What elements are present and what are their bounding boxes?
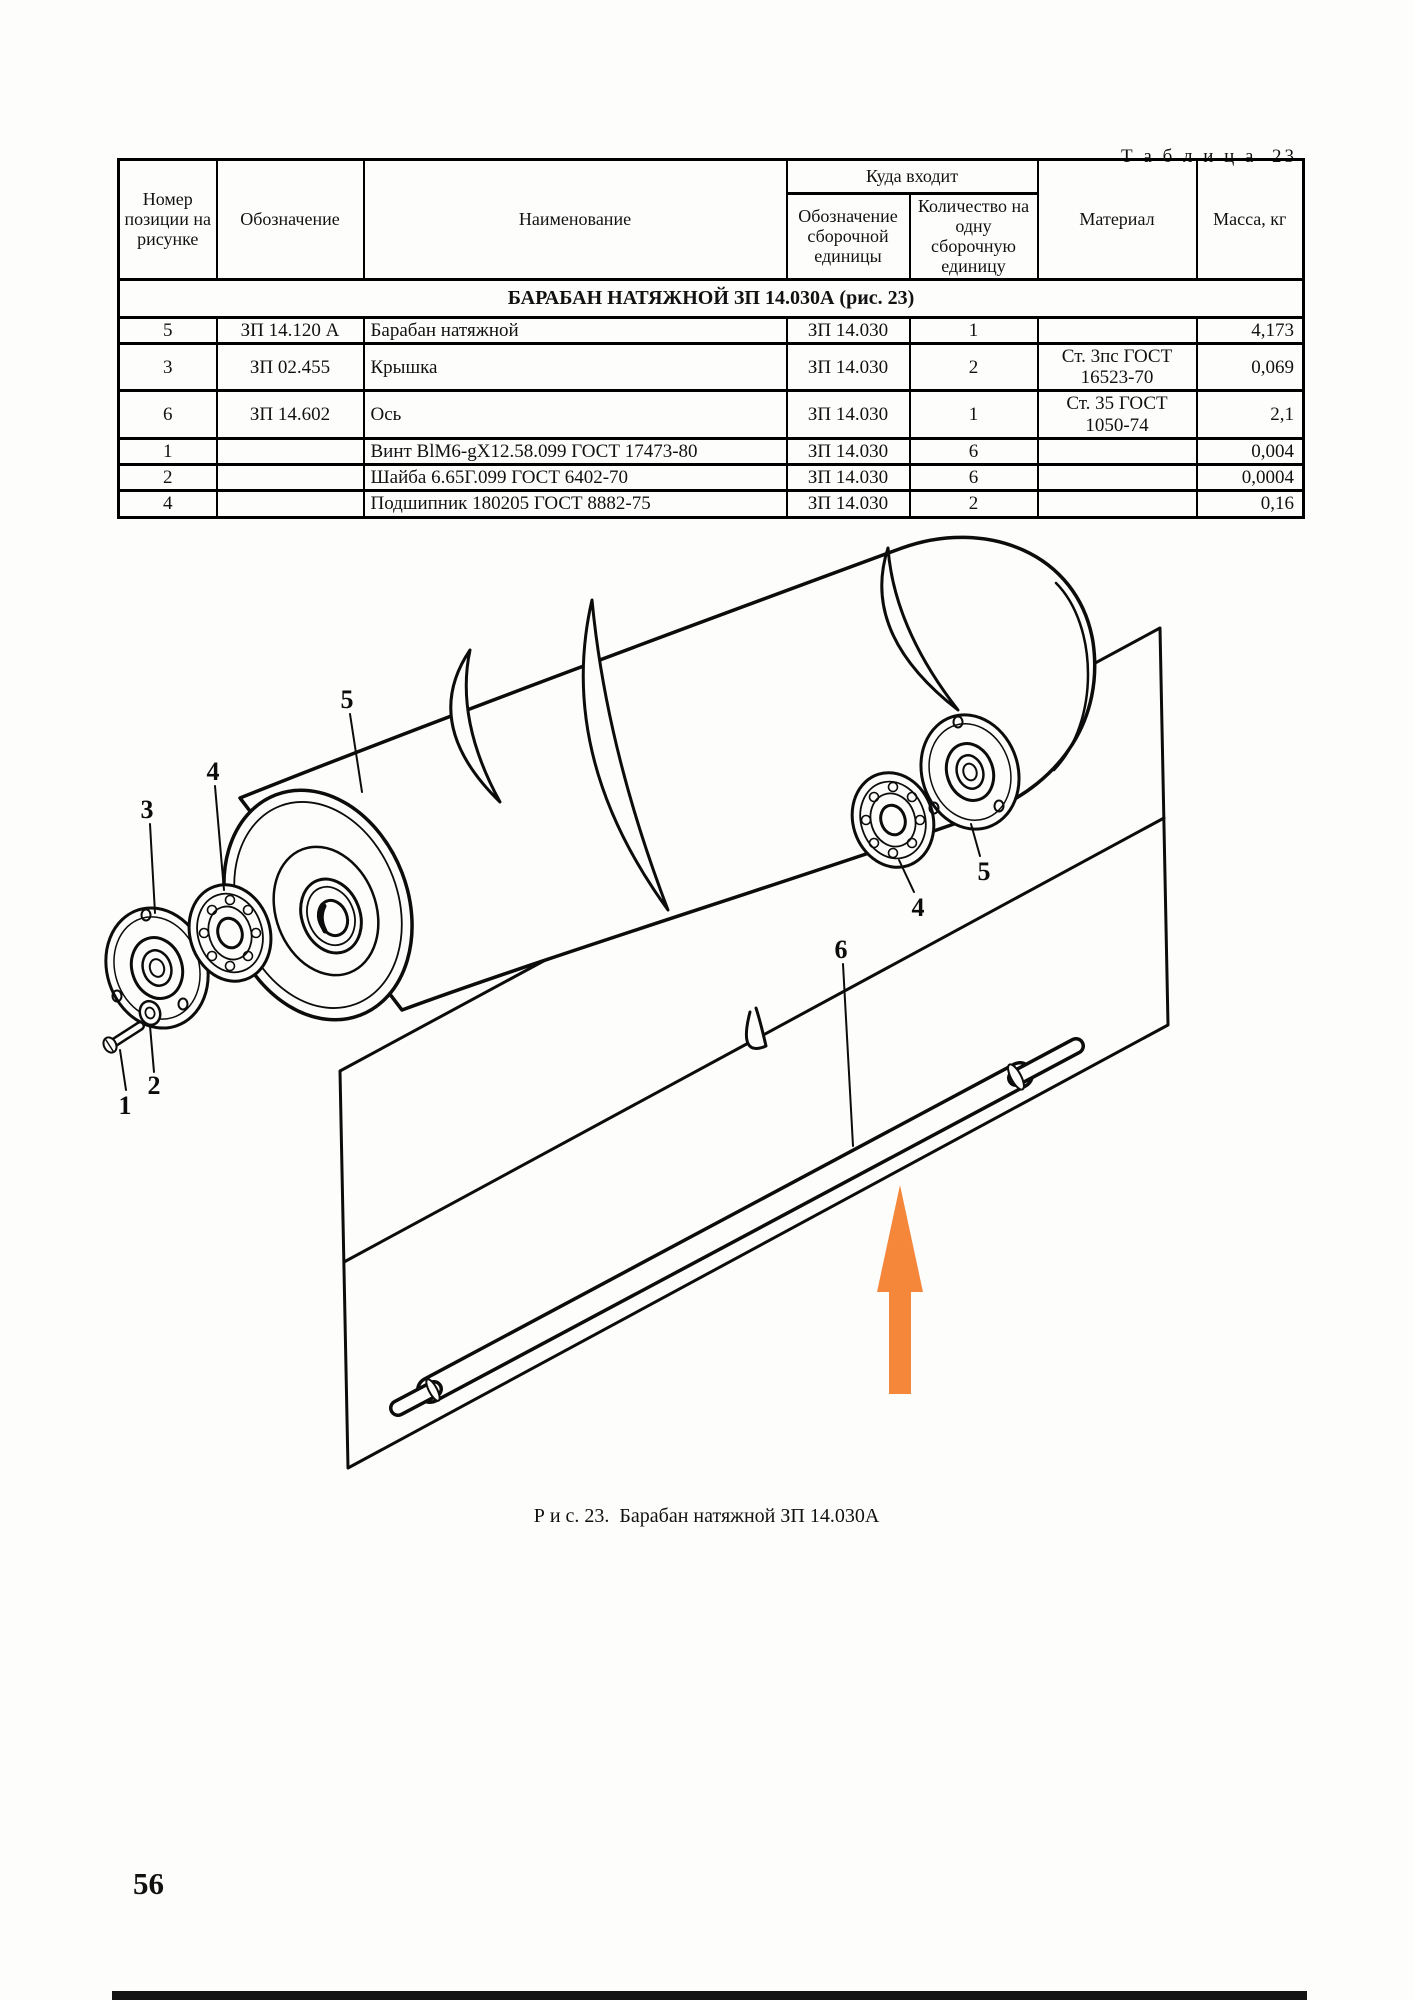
cell-name: Крышка (364, 343, 787, 391)
leader-line (150, 824, 155, 913)
callout-4-bearing-right: 4 (911, 893, 925, 922)
callout-4-bearing-left: 4 (206, 757, 220, 786)
callout-6-axle: 6 (834, 935, 848, 964)
cell-pos: 4 (119, 491, 217, 517)
cell-qty: 1 (910, 391, 1038, 439)
col-header-mass: Масса, кг (1197, 160, 1304, 280)
cell-asm: ЗП 14.030 (787, 465, 910, 491)
cell-qty: 6 (910, 465, 1038, 491)
cell-asm: ЗП 14.030 (787, 317, 910, 343)
cell-mass: 2,1 (1197, 391, 1304, 439)
page-bottom-edge (112, 1991, 1307, 2000)
cell-name: Барабан натяжной (364, 317, 787, 343)
page-number: 56 (133, 1866, 164, 1901)
cell-material: Ст. 3пс ГОСТ 16523-70 (1038, 343, 1197, 391)
cell-qty: 6 (910, 438, 1038, 464)
cell-material: Ст. 35 ГОСТ 1050-74 (1038, 391, 1197, 439)
cell-designation: ЗП 14.602 (217, 391, 364, 439)
col-header-included: Куда входит (787, 160, 1038, 194)
cell-designation: ЗП 02.455 (217, 343, 364, 391)
cell-pos: 3 (119, 343, 217, 391)
col-header-asm-designation: Обозначение сборочной единицы (787, 194, 910, 280)
col-header-material: Материал (1038, 160, 1197, 280)
cell-asm: ЗП 14.030 (787, 438, 910, 464)
table-caption: Т а б л и ц а 23 (1121, 146, 1297, 167)
callout-5-cover-right: 5 (977, 857, 991, 886)
cell-name: Шайба 6.65Г.099 ГОСТ 6402-70 (364, 465, 787, 491)
callout-5-drum: 5 (340, 685, 354, 714)
cell-mass: 0,0004 (1197, 465, 1304, 491)
cell-mass: 0,004 (1197, 438, 1304, 464)
cell-qty: 2 (910, 491, 1038, 517)
cell-mass: 0,069 (1197, 343, 1304, 391)
col-header-position: Номер позиции на рисунке (119, 160, 217, 280)
figure-caption: Р и с. 23. Барабан натяжной ЗП 14.030А (533, 1505, 880, 1527)
screw-body-fill (112, 1026, 140, 1044)
orange-arrow-annotation (877, 1185, 923, 1394)
cell-name: Ось (364, 391, 787, 439)
leader-line (120, 1050, 126, 1090)
cell-mass: 0,16 (1197, 491, 1304, 517)
cell-name: Винт ВlМ6-gХ12.58.099 ГОСТ 17473-80 (364, 438, 787, 464)
leader-line (215, 786, 224, 890)
cell-qty: 1 (910, 317, 1038, 343)
cell-asm: ЗП 14.030 (787, 343, 910, 391)
col-header-name: Наименование (364, 160, 787, 280)
cell-mass: 4,173 (1197, 317, 1304, 343)
callout-2-washer: 2 (147, 1071, 161, 1100)
cell-pos: 1 (119, 438, 217, 464)
cell-pos: 6 (119, 391, 217, 439)
cell-asm: ЗП 14.030 (787, 491, 910, 517)
col-header-designation: Обозначение (217, 160, 364, 280)
leader-line (150, 1026, 154, 1072)
cell-pos: 2 (119, 465, 217, 491)
section-title: БАРАБАН НАТЯЖНОЙ ЗП 14.030А (рис. 23) (119, 279, 1304, 317)
cell-name: Подшипник 180205 ГОСТ 8882-75 (364, 491, 787, 517)
col-header-qty: Количество на одну сборочную единицу (910, 194, 1038, 280)
callout-3-cover: 3 (140, 795, 154, 824)
cell-pos: 5 (119, 317, 217, 343)
cell-qty: 2 (910, 343, 1038, 391)
cell-asm: ЗП 14.030 (787, 391, 910, 439)
callout-1-screw: 1 (118, 1091, 132, 1120)
cell-designation: ЗП 14.120 А (217, 317, 364, 343)
